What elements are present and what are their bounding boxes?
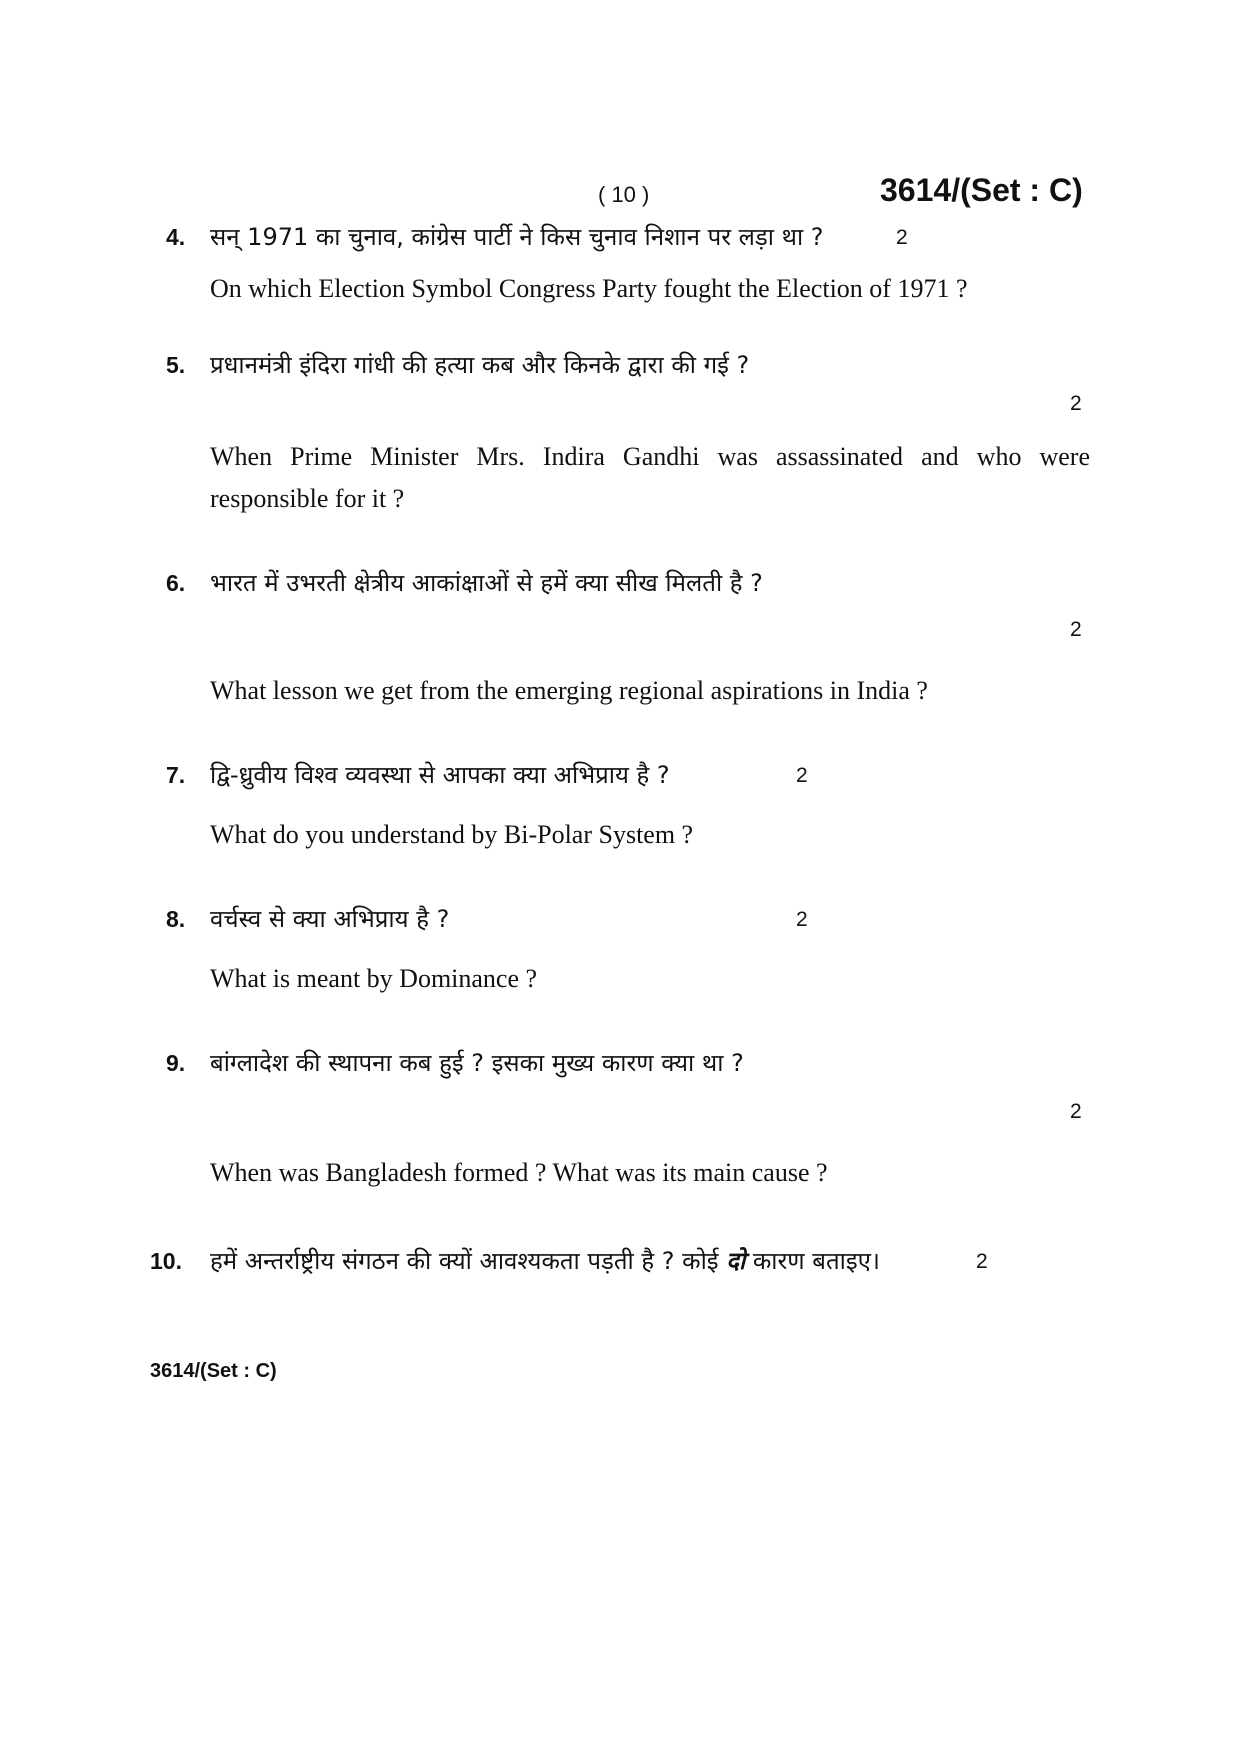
question-text-hindi-emphasis: दो	[726, 1247, 746, 1275]
question-number: 4.	[166, 224, 186, 250]
question-text-hindi: भारत में उभरती क्षेत्रीय आकांक्षाओं से हमें क्या सीख मिलती है ?	[210, 569, 763, 597]
question-marks: 2	[896, 226, 908, 249]
question-text-hindi: बांग्लादेश की स्थापना कब हुई ? इसका मुख्य कारण क्या था ?	[210, 1049, 744, 1077]
question-text-english: What do you understand by Bi-Polar System ?	[210, 820, 694, 849]
question-marks: 2	[796, 908, 808, 931]
question-marks: 2	[1070, 1100, 1082, 1123]
question-text-hindi: द्वि-ध्रुवीय विश्व व्यवस्था से आपका क्या अभिप्राय है ?	[210, 761, 670, 789]
question-text-hindi-before: हमें अन्तर्राष्ट्रीय संगठन की क्यों आवश्यकता पड़ती है ? कोई	[210, 1247, 719, 1275]
question-number: 6.	[166, 570, 186, 596]
question-number: 8.	[166, 906, 186, 932]
question-number: 5.	[166, 352, 186, 378]
question-text-english: What lesson we get from the emerging regional aspirations in India ?	[210, 676, 928, 705]
page-number: ( 10 )	[598, 182, 650, 207]
question-text-hindi	[210, 1244, 880, 1277]
question-text-english: When Prime Minister Mrs. Indira Gandhi was assassinated and who were responsible for it ?	[210, 442, 1090, 513]
question-number: 10.	[150, 1248, 182, 1274]
set-code-header: 3614/(Set : C)	[880, 172, 1083, 208]
question-text-hindi: प्रधानमंत्री इंदिरा गांधी की हत्या कब और किनके द्वारा की गई ?	[210, 351, 750, 379]
question-text-english: When was Bangladesh formed ? What was its main cause ?	[210, 1158, 828, 1187]
set-code-footer: 3614/(Set : C)	[150, 1360, 277, 1382]
question-marks: 2	[1070, 392, 1082, 415]
question-text-hindi-after: कारण बताइए।	[752, 1247, 881, 1275]
question-number: 9.	[166, 1050, 186, 1076]
question-text-english: On which Election Symbol Congress Party fought the Election of 1971 ?	[210, 274, 968, 303]
question-text-hindi: वर्चस्व से क्या अभिप्राय है ?	[210, 905, 450, 933]
question-marks: 2	[796, 764, 808, 787]
question-marks: 2	[976, 1250, 988, 1273]
question-number: 7.	[166, 762, 186, 788]
question-marks: 2	[1070, 618, 1082, 641]
question-text-hindi: सन् 1971 का चुनाव, कांग्रेस पार्टी ने किस चुनाव निशान पर लड़ा था ?	[210, 223, 824, 251]
question-text-english: What is meant by Dominance ?	[210, 964, 538, 993]
